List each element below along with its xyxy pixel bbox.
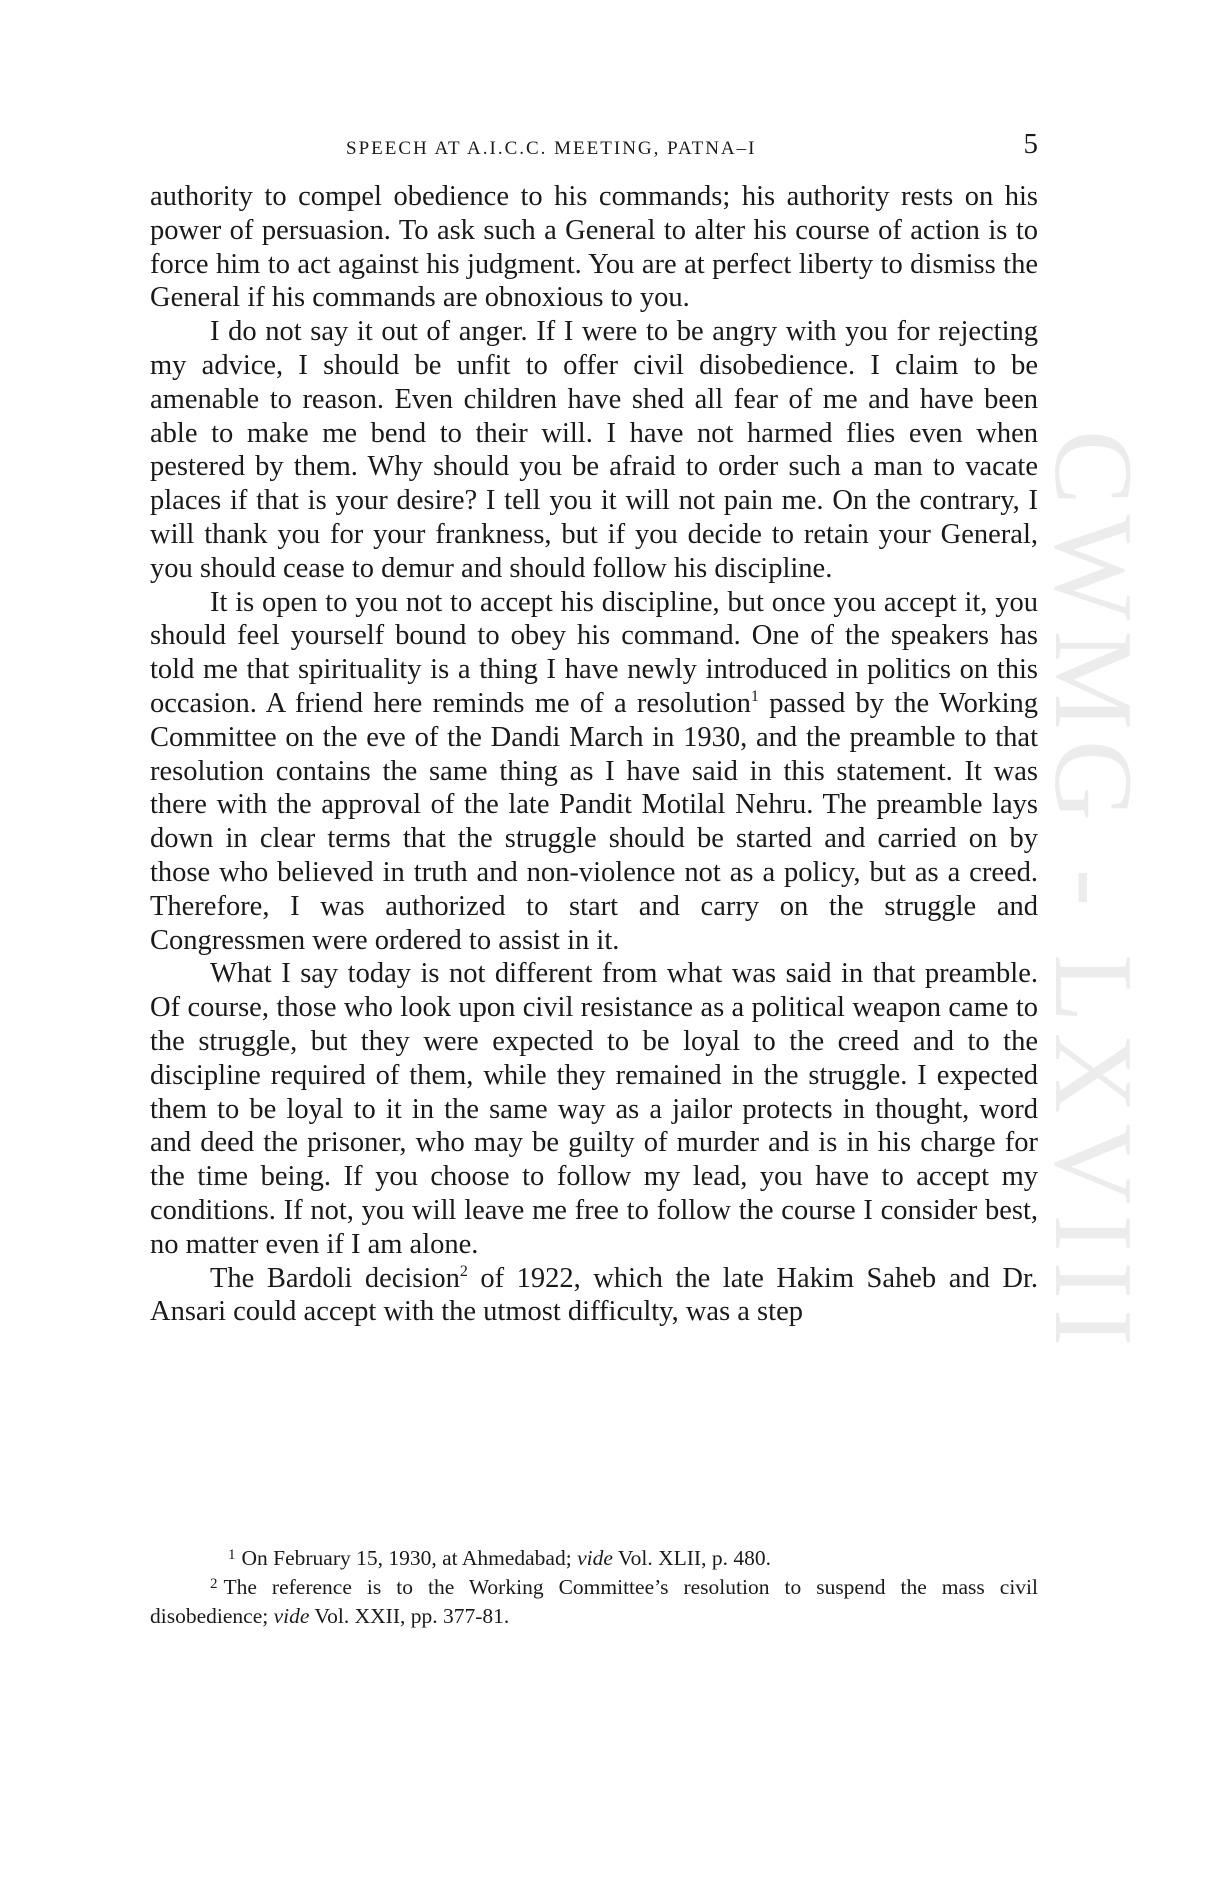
footnote-text: Vol. XXII, pp. 377-81. <box>309 1604 510 1628</box>
footnotes <box>150 1544 1038 1631</box>
paragraph-text: of 1922, which the late Hakim Saheb and Dr. Ansari could accept with the utmost difficulty, was a step <box>150 1262 1038 1328</box>
footnote-vide: vide <box>577 1546 613 1570</box>
footnote-2 <box>150 1573 1038 1631</box>
paragraph-3 <box>150 586 1038 958</box>
footnote-marker: 1 <box>228 1547 236 1563</box>
paragraph-2 <box>150 315 1038 585</box>
page-number: 5 <box>1023 128 1038 160</box>
paragraph-text: authority to compel obedience to his commands; his authority rests on his power of persuasion. To ask such a General to alter his course of action is to force him to act against his judgment. You are at perfect liberty to dismiss the General if his commands are obnoxious to you. <box>150 181 1038 314</box>
running-head-title: SPEECH AT A.I.C.C. MEETING, PATNA–I <box>346 138 757 159</box>
cwmg-watermark <box>1031 430 1155 1430</box>
paragraph-text: passed by the Working Committee on the eve of the Dandi March in 1930, and the preamble to that resolution contains the same thing as I have said in this statement. It was there with the approval of the late Pandit Motilal Nehru. The preamble lays down in clear terms that the struggle should be started and carried on by those who believed in truth and non-violence not as a policy, but as a creed. Therefore, I was authorized to start and carry on the struggle and Congressmen were ordered to assist in it. <box>150 687 1039 956</box>
footnote-1 <box>150 1544 1038 1573</box>
paragraph-text: The Bardoli decision <box>210 1262 460 1294</box>
body-text <box>150 180 1038 1329</box>
paragraph-5 <box>150 1262 1038 1330</box>
footnote-vide: vide <box>273 1604 310 1628</box>
footnote-marker: 2 <box>210 1576 218 1592</box>
watermark-text: CWMG - LXVIII <box>1031 430 1155 1357</box>
footnote-ref-1: 1 <box>750 687 759 705</box>
paragraph-4 <box>150 957 1038 1261</box>
running-head <box>150 128 1038 168</box>
paragraph-1 <box>150 180 1038 315</box>
footnote-text: The reference is to the Working Committee’s resolution to suspend the mass civil disobedience; <box>150 1575 1038 1628</box>
footnote-text: Vol. XLII, p. 480. <box>612 1546 771 1570</box>
footnote-ref-2: 2 <box>459 1262 468 1280</box>
footnote-text: On February 15, 1930, at Ahmedabad; <box>241 1546 578 1570</box>
paragraph-text: What I say today is not different from what was said in that preamble. Of course, those who look upon civil resistance as a political weapon came to the struggle, but they were expected to be loyal to the creed and to the discipline required of them, while they remained in the struggle. I expected them to be loyal to it in the same way as a jailor protects in thought, word and deed the prisoner, who may be guilty of murder and is in his charge for the time being. If you choose to follow my lead, you have to accept my conditions. If not, you will leave me free to follow the course I consider best, no matter even if I am alone. <box>150 958 1038 1260</box>
paragraph-text: I do not say it out of anger. If I were to be angry with you for rejecting my advice, I should be unfit to offer civil disobedience. I claim to be amenable to reason. Even children have shed all fear of me and have been able to make me bend to their will. I have not harmed flies even when pestered by them. Why should you be afraid to order such a man to vacate places if that is your desire? I tell you it will not pain me. On the contrary, I will thank you for your frankness, but if you decide to retain your General, you should cease to demur and should follow his discipline. <box>150 316 1038 584</box>
paragraph-text: It is open to you not to accept his discipline, but once you accept it, you should feel yourself bound to obey his command. One of the speakers has told me that spirituality is a thing I have newly introduced in politics on this occasion. A friend here reminds me of a resolution <box>150 586 1038 719</box>
